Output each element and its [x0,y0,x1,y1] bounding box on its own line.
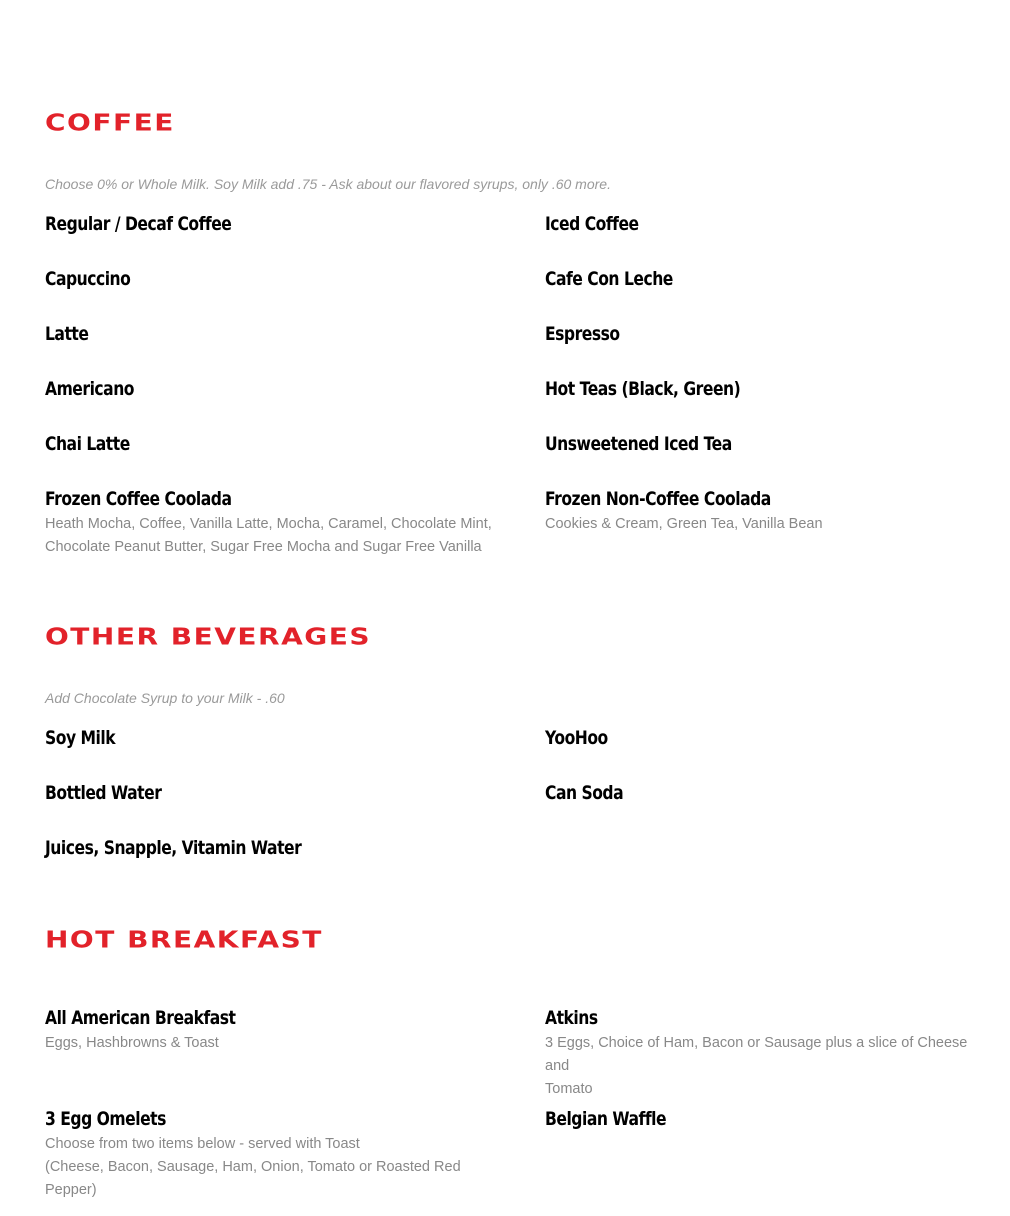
section-title-other-beverages: OTHER BEVERAGES [45,623,372,651]
menu-item [545,432,995,456]
menu-item [545,487,995,536]
description-line: Choose from two items below - served with Toast [45,1136,360,1152]
item-name: YooHoo [545,727,608,749]
item-name: Hot Teas (Black, Green) [545,378,741,400]
item-name: Bottled Water [45,782,162,804]
menu-item [545,212,995,236]
item-description [45,1032,495,1055]
other-beverages-note: Add Chocolate Syrup to your Milk - .60 [45,690,285,706]
item-name: Unsweetened Iced Tea [545,433,732,455]
description-line: Cookies & Cream, Green Tea, Vanilla Bean [545,516,823,532]
menu-item [45,432,495,456]
menu-item [545,322,995,346]
menu-item [545,1006,995,1101]
item-name: Frozen Coffee Coolada [45,488,232,510]
item-name: Atkins [545,1007,598,1029]
item-name: Belgian Waffle [545,1108,667,1130]
item-description [45,1133,495,1202]
coffee-section [45,106,990,140]
item-name: Chai Latte [45,433,130,455]
item-name: Can Soda [545,782,624,804]
item-name: Juices, Snapple, Vitamin Water [45,837,302,859]
coffee-note: Choose 0% or Whole Milk. Soy Milk add .75 - Ask about our flavored syrups, only .60 more. [45,176,611,192]
section-title-coffee: COFFEE [45,109,175,137]
item-description [545,1032,995,1101]
item-name: Soy Milk [45,727,116,749]
menu-item [45,1006,495,1055]
description-line: Chocolate Peanut Butter, Sugar Free Mocha and Sugar Free Vanilla [45,539,482,555]
item-name: Americano [45,378,135,400]
item-name: Frozen Non-Coffee Coolada [545,488,771,510]
menu-item [45,377,495,401]
menu-item [45,487,495,559]
menu-item [545,781,995,805]
menu-item [45,1107,495,1202]
description-line: Tomato [545,1081,593,1097]
menu-item [45,836,495,860]
description-line: (Cheese, Bacon, Sausage, Ham, Onion, Tomato or Roasted Red [45,1159,461,1175]
menu-item [45,726,495,750]
item-name: Regular / Decaf Coffee [45,213,232,235]
menu-item [45,212,495,236]
item-description [45,513,495,559]
menu-item [545,1107,995,1131]
item-name: All American Breakfast [45,1007,236,1029]
item-name: Capuccino [45,268,131,290]
item-name: Cafe Con Leche [545,268,673,290]
item-name: Iced Coffee [545,213,639,235]
menu-item [545,377,995,401]
description-line: Pepper) [45,1182,97,1198]
description-line: Eggs, Hashbrowns & Toast [45,1035,219,1051]
item-name: 3 Egg Omelets [45,1108,166,1130]
menu-item [545,267,995,291]
menu-item [545,726,995,750]
menu-item [45,781,495,805]
other-beverages-section [45,620,990,654]
menu-item [45,322,495,346]
item-description [545,513,995,536]
description-line: 3 Eggs, Choice of Ham, Bacon or Sausage plus a slice of Cheese and [545,1035,968,1074]
menu-item [45,267,495,291]
item-name: Espresso [545,323,620,345]
description-line: Heath Mocha, Coffee, Vanilla Latte, Mocha, Caramel, Chocolate Mint, [45,516,492,532]
section-title-hot-breakfast: HOT BREAKFAST [45,926,323,954]
item-name: Latte [45,323,89,345]
hot-breakfast-section [45,923,990,957]
